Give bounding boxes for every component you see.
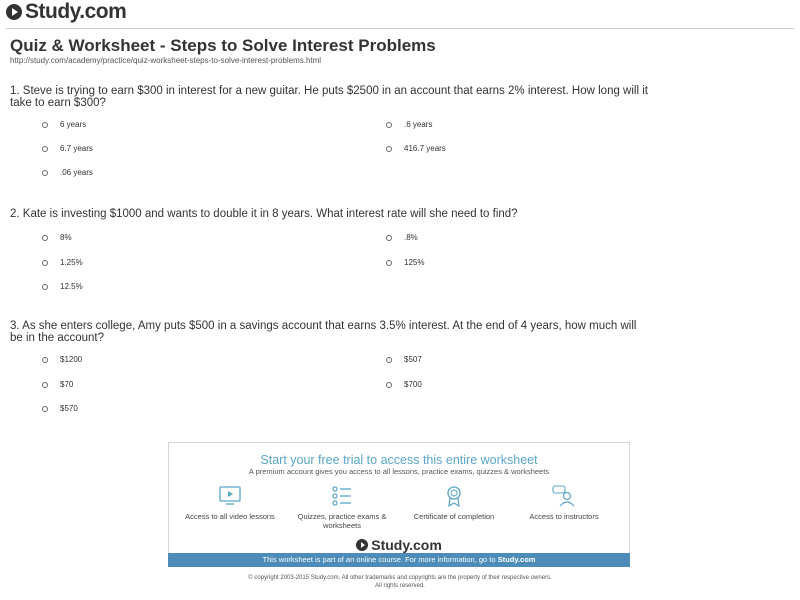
radio-icon[interactable] (386, 357, 392, 363)
checklist-icon (329, 485, 355, 507)
radio-icon[interactable] (42, 382, 48, 388)
feature-quizzes: Quizzes, practice exams & worksheets (297, 485, 387, 530)
play-logo-icon (356, 539, 368, 551)
radio-icon[interactable] (42, 260, 48, 266)
promo-study-logo: Study.com (169, 537, 629, 553)
option-q2-e[interactable]: 12.5% (42, 282, 83, 291)
promo-subline: A premium account gives you access to all lessons, practice exams, quizzes & worksheets (248, 467, 550, 476)
radio-icon[interactable] (42, 235, 48, 241)
copyright-footer: © copyright 2003-2015 Study.com. All other trademarks and copyrights are the property of their respective owners. All rights reserved. (248, 575, 552, 589)
radio-icon[interactable] (42, 122, 48, 128)
option-q2-b[interactable]: .8% (386, 233, 418, 242)
radio-icon[interactable] (42, 146, 48, 152)
option-q2-a[interactable]: 8% (42, 233, 72, 242)
feature-video-lessons: Access to all video lessons (185, 485, 275, 521)
page-title: Quiz & Worksheet - Steps to Solve Interest Problems (10, 36, 436, 55)
study-logo (6, 1, 126, 23)
option-q3-e[interactable]: $570 (42, 404, 78, 413)
option-q3-c[interactable]: $70 (42, 380, 73, 389)
option-q2-c[interactable]: 1.25% (42, 258, 83, 267)
question-2: 2. Kate is investing $1000 and wants to double it in 8 years. What interest rate will she need to find? (10, 208, 518, 220)
radio-icon[interactable] (386, 382, 392, 388)
radio-icon[interactable] (42, 357, 48, 363)
promo-headline[interactable]: Start your free trial to access this entire worksheet (260, 453, 538, 467)
study-link[interactable]: Study.com (497, 555, 536, 564)
radio-icon[interactable] (386, 260, 392, 266)
option-q1-a[interactable]: 6 years (42, 120, 86, 129)
video-icon (217, 485, 243, 507)
radio-icon[interactable] (42, 406, 48, 412)
question-1: 1. Steve is trying to earn $300 in interest for a new guitar. He puts $2500 in an account that earns 2% interest. How long will it take to earn $300? (10, 85, 648, 109)
option-q3-d[interactable]: $700 (386, 380, 422, 389)
radio-icon[interactable] (42, 170, 48, 176)
instructor-icon (551, 485, 577, 507)
option-q3-a[interactable]: $1200 (42, 355, 82, 364)
feature-instructors: Access to instructors (519, 485, 609, 521)
question-3: 3. As she enters college, Amy puts $500 in a savings account that earns 3.5% interest. At the end of 4 years, how much will be in the account? (10, 320, 637, 344)
play-logo-icon (6, 4, 22, 20)
option-q1-d[interactable]: 416.7 years (386, 144, 446, 153)
logo-text: Study.com (25, 0, 127, 23)
radio-icon[interactable] (42, 284, 48, 290)
option-q3-b[interactable]: $507 (386, 355, 422, 364)
page-url: http://study.com/academy/practice/quiz-worksheet-steps-to-solve-interest-problems.html (10, 56, 322, 65)
radio-icon[interactable] (386, 122, 392, 128)
radio-icon[interactable] (386, 235, 392, 241)
option-q1-e[interactable]: .06 years (42, 168, 93, 177)
feature-certificate: Certificate of completion (409, 485, 499, 521)
option-q1-b[interactable]: .6 years (386, 120, 432, 129)
course-info-bar: This worksheet is part of an online course. For more information, go to Study.com (168, 553, 630, 567)
certificate-icon (441, 485, 467, 507)
option-q2-d[interactable]: 125% (386, 258, 424, 267)
free-trial-promo[interactable] (168, 442, 630, 567)
header-divider (6, 28, 794, 29)
option-q1-c[interactable]: 6.7 years (42, 144, 93, 153)
radio-icon[interactable] (386, 146, 392, 152)
